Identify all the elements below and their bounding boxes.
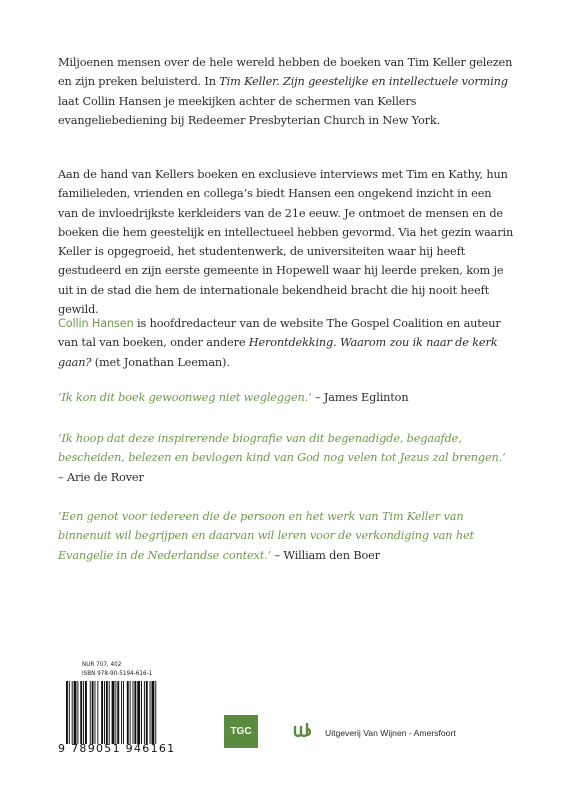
blurb-paragraph-1 xyxy=(58,53,514,130)
book-title-italic: Tim Keller. Zijn geestelijke en intellectuele vorming xyxy=(219,75,508,89)
nur-code-label xyxy=(82,660,152,678)
endorsement-author: – James Eglinton xyxy=(311,391,409,404)
author-name: Collin Hansen xyxy=(58,317,134,330)
barcode-digits: 9 789051 946161 xyxy=(58,742,176,755)
endorsement-3 xyxy=(58,507,514,565)
publisher-logo-icon xyxy=(293,720,313,740)
blurb-paragraph-2: Aan de hand van Kellers boeken en exclusieve interviews met Tim en Kathy, hun familieleden, vrienden en collega’s biedt Hansen een ongekend inzicht in een van de invloedrijkste kerkleiders van de 21e eeuw. Je ontmoet de mensen en de boeken die hem geestelijk en intellectueel hebben gevormd. Via het gezin waarin Keller is opgegroeid, het studentenwerk, de universiteiten waar hij heeft gestudeerd en zijn eerste gemeente in Hopewell waar hij leerde preken, kom je uit in de stad die hem de internationale bekendheid bracht die hij nooit heeft gewild. xyxy=(58,168,514,317)
endorsement-author: – Arie de Rover xyxy=(58,470,144,484)
publisher-name: Uitgeverij Van Wijnen - Amersfoort xyxy=(325,728,456,738)
isbn-barcode xyxy=(58,660,184,756)
endorsement-1 xyxy=(58,388,514,407)
isbn-number: ISBN 978-90-5194-616-1 xyxy=(82,670,153,677)
blurb-text: Miljoenen mensen over de hele wereld hebben de boeken van Tim Keller gelezen en zijn preken beluisterd. In xyxy=(58,56,513,89)
endorsement-quote: ‘Een genot voor iedereen die de persoon en het werk van Tim Keller van binnenuit wil begrijpen en daarvan wil leren voor de verkondiging van het Evangelie in de Nederlandse context.’ xyxy=(58,510,474,562)
endorsement-quote: ‘Ik hoop dat deze inspirerende biografie van dit begenadigde, begaafde, bescheiden, belezen en bevlogen kind van God nog velen tot Jezus zal brengen.’ xyxy=(58,432,506,465)
blurb-text: laat Collin Hansen je meekijken achter de schermen van Kellers evangeliebediening bij Redeemer Presbyterian Church in New York. xyxy=(58,94,441,127)
tgc-logo xyxy=(224,715,258,748)
bio-text: is hoofdredacteur van de website The Gospel Coalition en auteur van tal van boeken, onder andere xyxy=(58,317,501,350)
book-title-italic: Herontdekking. Waarom zou ik naar de kerk gaan? xyxy=(58,336,498,369)
endorsement-author: – William den Boer xyxy=(271,548,380,562)
bio-text: (met Jonathan Leeman). xyxy=(91,355,230,369)
endorsement-quote: ‘Ik kon dit boek gewoonweg niet wegleggen.’ xyxy=(58,391,312,404)
nur-code: NUR 707, 402 xyxy=(82,661,122,668)
tgc-logo-text: TGC xyxy=(230,726,252,737)
barcode-bars xyxy=(66,681,184,744)
endorsement-2 xyxy=(58,429,514,487)
author-bio xyxy=(58,314,514,372)
